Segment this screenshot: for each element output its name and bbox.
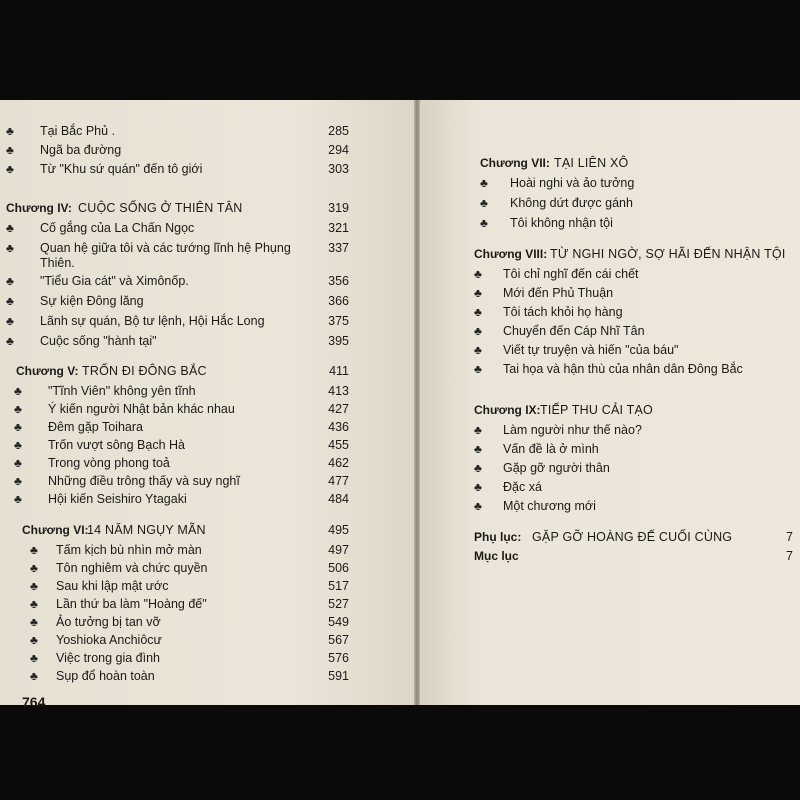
toc-entry-page: 477 bbox=[328, 474, 349, 488]
club-icon: ♣ bbox=[6, 274, 14, 288]
toc-entry-page: 366 bbox=[328, 294, 349, 308]
toc-entry-title: Tôi chỉ nghĩ đến cái chết bbox=[503, 267, 639, 281]
toc-entry-page: 395 bbox=[328, 334, 349, 348]
toc-entry-title: "Tĩnh Viên" không yên tĩnh bbox=[48, 384, 196, 398]
toc-entry-title: Quan hệ giữa tôi và các tướng lĩnh hệ Phụng bbox=[40, 241, 291, 255]
toc-entry-title: Đêm gặp Toihara bbox=[48, 420, 143, 434]
chapter-label: Chương V: bbox=[16, 364, 79, 378]
club-icon: ♣ bbox=[14, 402, 22, 416]
club-icon: ♣ bbox=[6, 334, 14, 348]
toc-entry-title: Những điều trông thấy và suy nghĩ bbox=[48, 474, 240, 488]
toc-entry-title: Hội kiến Seishiro Ytagaki bbox=[48, 492, 187, 506]
club-icon: ♣ bbox=[480, 196, 488, 210]
appendix-title: GẶP GỠ HOÀNG ĐẾ CUỐI CÙNG bbox=[532, 530, 733, 544]
toc-entry-title: Ảo tưởng bị tan vỡ bbox=[56, 615, 161, 629]
club-icon: ♣ bbox=[14, 492, 22, 506]
club-icon: ♣ bbox=[480, 216, 488, 230]
chapter-title: CUỘC SỐNG Ở THIÊN TÂN bbox=[78, 201, 243, 215]
toc-entry-page: 294 bbox=[328, 143, 349, 157]
toc-entry-title: Tai họa và hận thù của nhân dân Đông Bắc bbox=[503, 362, 743, 376]
toc-entry-title: Đặc xá bbox=[503, 480, 542, 494]
index-page: 7 bbox=[786, 549, 793, 563]
club-icon: ♣ bbox=[14, 420, 22, 434]
chapter-page: 495 bbox=[328, 523, 349, 537]
toc-entry-title: Sau khi lập mật ước bbox=[56, 579, 169, 593]
toc-entry-page: 321 bbox=[328, 221, 349, 235]
toc-entry-page: 527 bbox=[328, 597, 349, 611]
club-icon: ♣ bbox=[480, 176, 488, 190]
club-icon: ♣ bbox=[474, 305, 482, 319]
club-icon: ♣ bbox=[30, 669, 38, 683]
page-number: 764 bbox=[22, 694, 46, 710]
club-icon: ♣ bbox=[30, 597, 38, 611]
club-icon: ♣ bbox=[474, 324, 482, 338]
toc-entry-title: Lần thứ ba làm "Hoàng đế" bbox=[56, 597, 207, 611]
toc-entry-title: Ngã ba đường bbox=[40, 143, 122, 157]
club-icon: ♣ bbox=[6, 221, 14, 235]
toc-entry-page: 413 bbox=[328, 384, 349, 398]
toc-entry-title: Làm người như thế nào? bbox=[503, 423, 642, 437]
club-icon: ♣ bbox=[474, 343, 482, 357]
chapter-title: TRỐN ĐI ĐÔNG BẮC bbox=[82, 364, 207, 378]
toc-entry-title: Sụp đổ hoàn toàn bbox=[56, 669, 155, 683]
toc-entry-title: Chuyển đến Cáp Nhĩ Tân bbox=[503, 324, 645, 338]
toc-entry-page: 427 bbox=[328, 402, 349, 416]
club-icon: ♣ bbox=[14, 438, 22, 452]
toc-entry-title: Tôi tách khỏi họ hàng bbox=[503, 305, 623, 319]
toc-entry-title: Vấn đề là ở mình bbox=[503, 442, 599, 456]
club-icon: ♣ bbox=[6, 241, 14, 255]
club-icon: ♣ bbox=[474, 461, 482, 475]
club-icon: ♣ bbox=[474, 442, 482, 456]
toc-entry-page: 455 bbox=[328, 438, 349, 452]
toc-entry-title: Ý kiến người Nhật bản khác nhau bbox=[48, 402, 235, 416]
chapter-label: Chương VI: bbox=[22, 523, 89, 537]
toc-entry-title: Gặp gỡ người thân bbox=[503, 461, 610, 475]
club-icon: ♣ bbox=[6, 162, 14, 176]
club-icon: ♣ bbox=[14, 456, 22, 470]
toc-entry-title: Yoshioka Anchiôcư bbox=[56, 633, 162, 647]
toc-entry-title: Cuộc sống "hành tại" bbox=[40, 334, 157, 348]
toc-entry-page: 484 bbox=[328, 492, 349, 506]
toc-entry-page: 462 bbox=[328, 456, 349, 470]
chapter-label: Chương IV: bbox=[6, 201, 72, 215]
club-icon: ♣ bbox=[6, 294, 14, 308]
index-label: Mục lục bbox=[474, 549, 519, 563]
chapter-label: Chương IX: bbox=[474, 403, 541, 417]
toc-entry-title: Sự kiện Đông lăng bbox=[40, 294, 144, 308]
club-icon: ♣ bbox=[474, 286, 482, 300]
toc-entry-page: 436 bbox=[328, 420, 349, 434]
chapter-label: Chương VIII: bbox=[474, 247, 548, 261]
chapter-title: TỪ NGHI NGỜ, SỢ HÃI ĐẾN NHẬN TỘI bbox=[550, 247, 786, 261]
toc-entry-page: 506 bbox=[328, 561, 349, 575]
club-icon: ♣ bbox=[14, 384, 22, 398]
club-icon: ♣ bbox=[474, 480, 482, 494]
toc-entry-page: 591 bbox=[328, 669, 349, 683]
toc-entry-page: 567 bbox=[328, 633, 349, 647]
appendix-label: Phụ lục: bbox=[474, 530, 522, 544]
toc-entry-title: Hoài nghi và ảo tưởng bbox=[510, 176, 635, 190]
chapter-title: TIẾP THU CẢI TẠO bbox=[540, 403, 653, 417]
toc-entry-page: 517 bbox=[328, 579, 349, 593]
club-icon: ♣ bbox=[30, 579, 38, 593]
appendix-page: 7 bbox=[786, 530, 793, 544]
toc-entry-title: Không dứt được gánh bbox=[510, 196, 633, 210]
club-icon: ♣ bbox=[30, 561, 38, 575]
toc-entry-title: Trốn vượt sông Bạch Hà bbox=[48, 438, 185, 452]
club-icon: ♣ bbox=[30, 633, 38, 647]
toc-entry-page: 303 bbox=[328, 162, 349, 176]
club-icon: ♣ bbox=[474, 267, 482, 281]
toc-entry-title: Mới đến Phủ Thuận bbox=[503, 286, 614, 300]
club-icon: ♣ bbox=[6, 124, 14, 138]
club-icon: ♣ bbox=[30, 651, 38, 665]
club-icon: ♣ bbox=[6, 314, 14, 328]
club-icon: ♣ bbox=[474, 423, 482, 437]
toc-entry-page: 356 bbox=[328, 274, 349, 288]
toc-entry-title: Cố gắng của La Chấn Ngọc bbox=[40, 221, 195, 235]
club-icon: ♣ bbox=[30, 615, 38, 629]
toc-entry-title: Tấm kịch bù nhìn mở màn bbox=[56, 543, 202, 557]
chapter-title: 14 NĂM NGỤY MÃN bbox=[87, 523, 206, 537]
chapter-page: 411 bbox=[329, 364, 349, 378]
toc-entry-page: 549 bbox=[328, 615, 349, 629]
toc-entry-title: "Tiểu Gia cát" và Ximônốp. bbox=[40, 274, 189, 288]
toc-entry-page: 497 bbox=[328, 543, 349, 557]
chapter-label: Chương VII: bbox=[480, 156, 550, 170]
club-icon: ♣ bbox=[474, 362, 482, 376]
club-icon: ♣ bbox=[6, 143, 14, 157]
club-icon: ♣ bbox=[14, 474, 22, 488]
toc-entry-page: 337 bbox=[328, 241, 349, 255]
toc-entry-title: Lãnh sự quán, Bộ tư lệnh, Hội Hắc Long bbox=[40, 314, 265, 328]
toc-entry-title: Tôi không nhận tội bbox=[510, 216, 613, 230]
club-icon: ♣ bbox=[474, 499, 482, 513]
chapter-page: 319 bbox=[328, 201, 349, 215]
book-gutter bbox=[414, 100, 420, 705]
toc-entry-title: Viết tự truyện và hiến "của báu" bbox=[503, 343, 679, 357]
toc-entry-title: Từ "Khu sứ quán" đến tô giới bbox=[40, 162, 203, 176]
toc-entry-title: Tôn nghiêm và chức quyền bbox=[56, 561, 208, 575]
toc-entry-title-continued: Thiên. bbox=[40, 256, 75, 270]
toc-entry-title: Một chương mới bbox=[503, 499, 596, 513]
toc-entry-title: Việc trong gia đình bbox=[56, 651, 161, 665]
toc-entry-title: Trong vòng phong toả bbox=[48, 456, 170, 470]
toc-entry-page: 375 bbox=[328, 314, 349, 328]
toc-entry-title: Tại Bắc Phủ . bbox=[40, 124, 116, 138]
toc-entry-page: 576 bbox=[328, 651, 349, 665]
toc-entry-page: 285 bbox=[328, 124, 349, 138]
club-icon: ♣ bbox=[30, 543, 38, 557]
chapter-title: TẠI LIÊN XÔ bbox=[554, 156, 629, 170]
